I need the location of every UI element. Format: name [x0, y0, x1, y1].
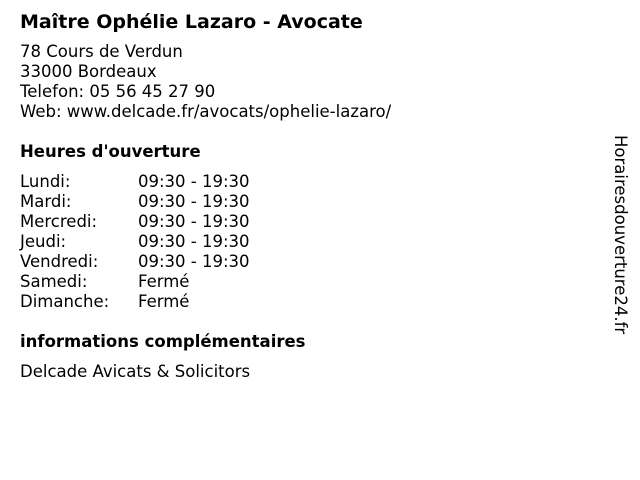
day-label: Mercredi:	[20, 212, 98, 231]
street-address: 78 Cours de Verdun	[20, 42, 183, 61]
additional-info-heading: informations complémentaires	[20, 332, 306, 351]
city-postcode: 33000 Bordeaux	[20, 62, 157, 81]
day-hours: 09:30 - 19:30	[138, 192, 250, 211]
content-area	[20, 8, 580, 382]
address-block	[20, 42, 580, 122]
day-hours: Fermé	[138, 272, 190, 291]
lawyer-name: Maître Ophélie Lazaro - Avocate	[20, 11, 363, 33]
day-label: Mardi:	[20, 192, 72, 211]
source-watermark	[604, 135, 638, 375]
day-hours: 09:30 - 19:30	[138, 252, 250, 271]
hours-row-sunday	[20, 292, 580, 312]
day-label: Vendredi:	[20, 252, 99, 271]
opening-hours-table	[20, 172, 580, 312]
phone-number: Telefon: 05 56 45 27 90	[20, 82, 216, 101]
opening-hours-heading: Heures d'ouverture	[20, 142, 201, 161]
hours-row-wednesday	[20, 212, 580, 232]
website-url: Web: www.delcade.fr/avocats/ophelie-lazaro/	[20, 102, 392, 121]
day-hours: 09:30 - 19:30	[138, 172, 250, 191]
day-hours: 09:30 - 19:30	[138, 232, 250, 251]
day-hours: 09:30 - 19:30	[138, 212, 250, 231]
day-label: Samedi:	[20, 272, 88, 291]
day-label: Jeudi:	[20, 232, 67, 251]
day-hours: Fermé	[138, 292, 190, 311]
additional-info-text: Delcade Avicats & Solicitors	[20, 362, 251, 381]
day-label: Lundi:	[20, 172, 71, 191]
hours-row-monday	[20, 172, 580, 192]
hours-row-thursday	[20, 232, 580, 252]
hours-row-saturday	[20, 272, 580, 292]
hours-row-tuesday	[20, 192, 580, 212]
day-label: Dimanche:	[20, 292, 110, 311]
hours-row-friday	[20, 252, 580, 272]
watermark-text: Horairesdouverture24.fr	[611, 135, 630, 335]
